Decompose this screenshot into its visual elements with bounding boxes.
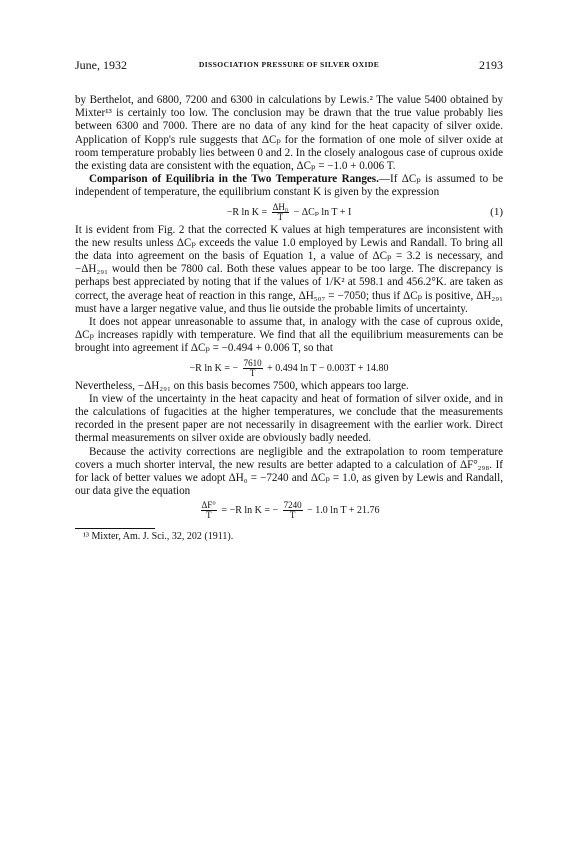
- eq3-denominator: T: [289, 510, 296, 521]
- equation-3: [75, 501, 503, 520]
- eq2-numerator: 7610: [243, 357, 262, 368]
- paragraph-comparison: [75, 173, 503, 199]
- paragraph-comparison-text: —If ΔCₚ is assumed to be independent of temperature, the equilibrium constant K is given by the expression: [75, 173, 503, 199]
- equation-1: [75, 203, 503, 222]
- paragraph-cuprous-analogy: It does not appear unreasonable to assume that, in analogy with the case of cuprous oxide, ΔCₚ increases rapidly with temperature. We find that all the equilibrium measurements can be brought into agreement if ΔCₚ = −0.494 + 0.006 T, so that: [75, 316, 503, 355]
- equation-2: [75, 359, 503, 378]
- eq3-fraction: [283, 501, 303, 520]
- section-heading: Comparison of Equilibria in the Two Temperature Ranges.: [89, 173, 379, 186]
- eq1-denominator: T: [277, 211, 284, 222]
- paragraph-uncertainty: In view of the uncertainty in the heat capacity and heat of formation of silver oxide, and in the calculations of fugacities at the higher temperatures, we conclude that the measurements recorded in the present paper are not necessarily in disagreement with the earlier work. Direct thermal measurements on silver oxide are obviously badly needed.: [75, 392, 503, 445]
- footnote: ¹³ Mixter, Am. J. Sci., 32, 202 (1911).: [83, 531, 234, 543]
- eq3-rhs: − 1.0 ln T + 21.76: [307, 505, 380, 517]
- eq2-rhs: + 0.494 ln T − 0.003T + 14.80: [267, 362, 389, 374]
- eq2-fraction: [243, 359, 263, 378]
- eq3-lhs-denominator: T: [205, 510, 212, 521]
- eq2-denominator: T: [249, 367, 256, 378]
- journal-page: [75, 58, 503, 543]
- eq1-lhs: −R ln K =: [226, 206, 268, 218]
- eq3-lhs-fraction: [201, 501, 217, 520]
- running-header: [75, 58, 503, 74]
- equation-number: (1): [490, 205, 503, 218]
- eq1-numerator: ΔH₀: [272, 201, 289, 212]
- paragraph-berthelot: by Berthelot, and 6800, 7200 and 6300 in calculations by Lewis.² The value 5400 obtained by Mixter¹³ is certainly too low. The conclusion may be drawn that the true value probably lies between 6300 and 7000. There are no data of any kind for the heat capacity of silver oxide. Application of Kopp's rule suggests that ΔCₚ for the formation of one mole of silver oxide at room temperature probably lies between 0 and 2. In the closely analogous case of cuprous oxide the existing data are consistent with the equation, ΔCₚ = −1.0 + 0.006 T.: [75, 94, 503, 173]
- header-title: DISSOCIATION PRESSURE OF SILVER OXIDE: [198, 60, 380, 69]
- paragraph-nevertheless: Nevertheless, −ΔH₂₉₁ on this basis becomes 7500, which appears too large.: [75, 379, 409, 392]
- eq1-rhs: − ΔCₚ ln T + I: [293, 206, 352, 218]
- paragraph-inconsistent: It is evident from Fig. 2 that the corrected K values at high temperatures are inconsistent with the new results unless ΔCₚ exceeds the value 1.0 employed by Lewis and Randall. To bring all the data into agreement on the basis of Equation 1, a value of ΔCₚ = 3.2 is necessary, and −ΔH₂₉₁ would then be 7800 cal. Both these values appear to be too large. The discrepancy is perhaps best appreciated by noting that if the values of 1/K² at 598.1 and 456.2°K. are taken as correct, the average heat of reaction in this range, ΔH₅₀₇ = −7050; thus if ΔCₚ is positive, ΔH₂₉₁ must have a larger negative value, and thus lie outside the probable limits of uncertainty.: [75, 223, 503, 315]
- paragraph-activity: Because the activity corrections are negligible and the extrapolation to room temperature covers a much shorter interval, the new results are better adapted to a calculation of ΔF°₂₉₈. If for lack of better values we adopt ΔH₀ = −7240 and ΔCₚ = 1.0, as given by Lewis and Randall, our data give the equation: [75, 445, 503, 498]
- header-date: June, 1932: [75, 58, 127, 72]
- eq2-lhs: −R ln K = −: [189, 362, 239, 374]
- eq1-fraction: [272, 203, 289, 222]
- eq3-numerator: 7240: [283, 500, 302, 511]
- eq3-mid: = −R ln K = −: [221, 505, 279, 517]
- page-number: 2193: [479, 58, 503, 72]
- eq3-lhs-numerator: ΔF°: [201, 500, 216, 511]
- article-body: [75, 94, 503, 543]
- footnote-divider: [75, 528, 155, 529]
